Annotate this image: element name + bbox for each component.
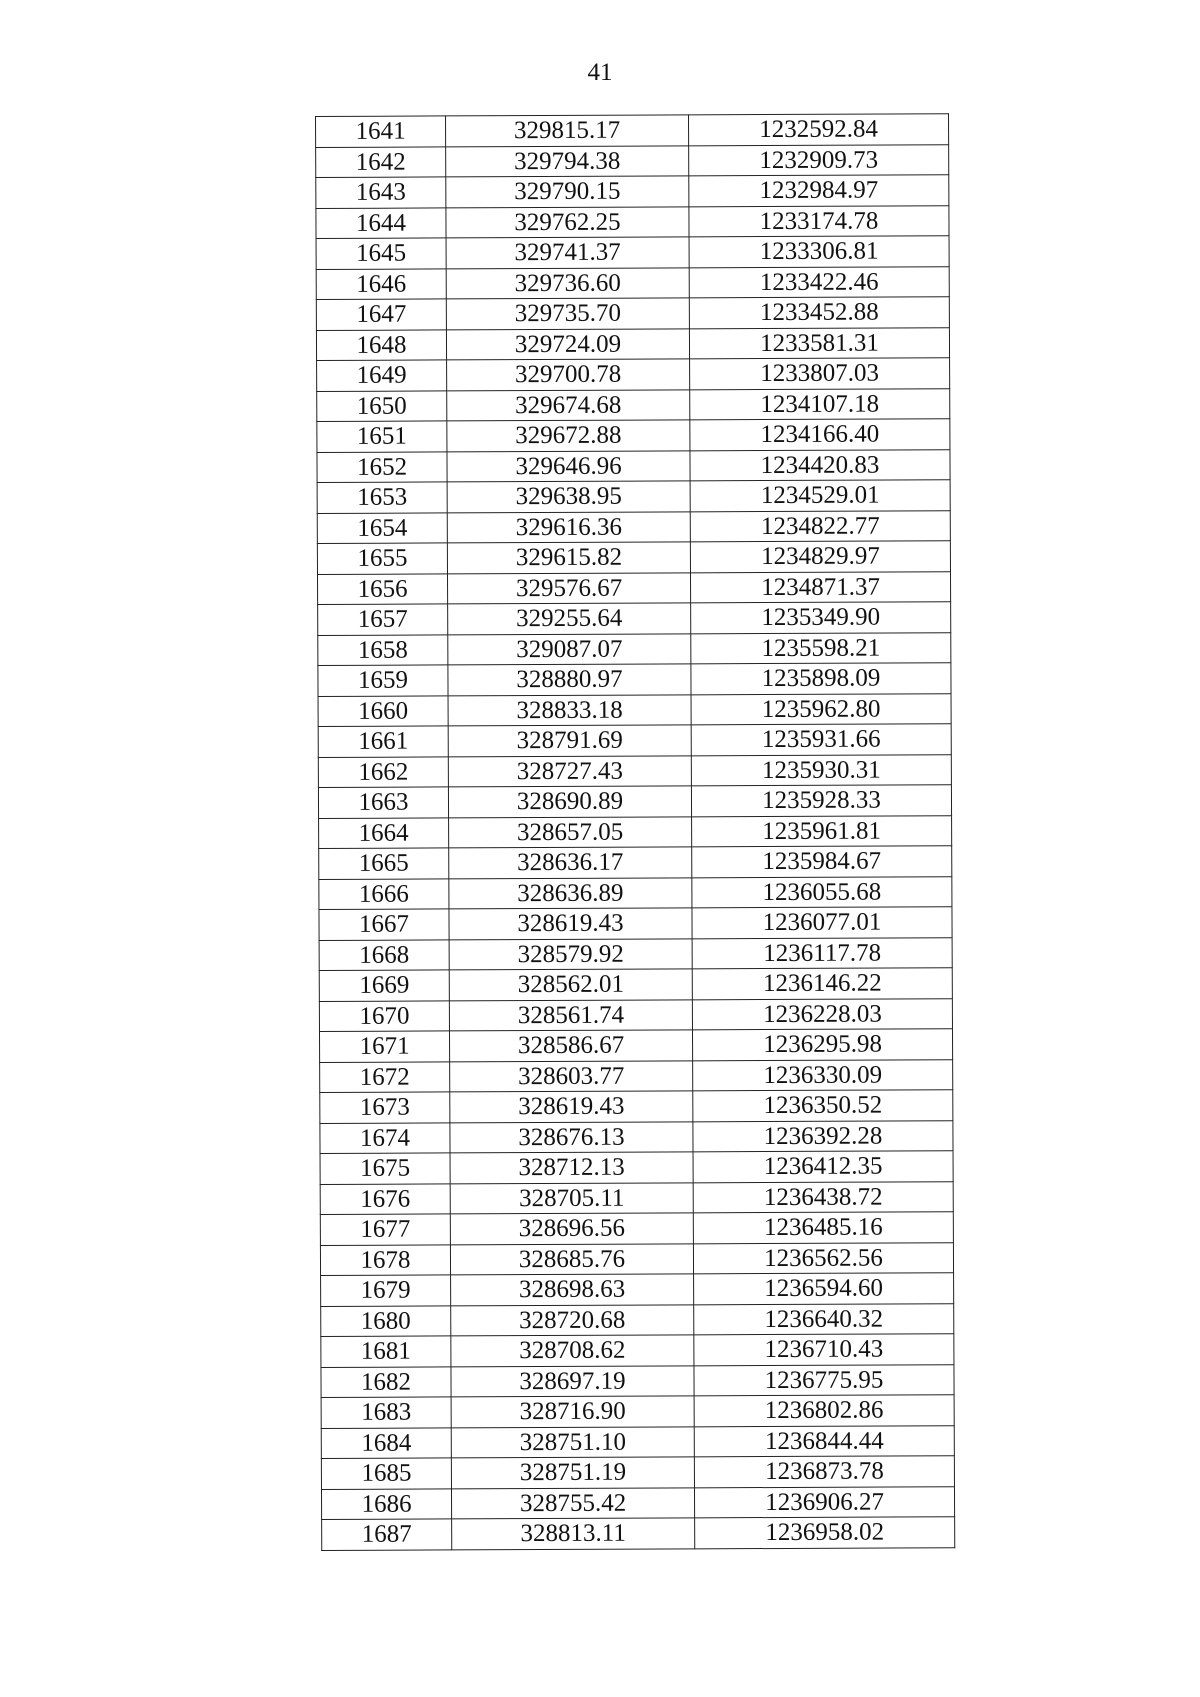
coordinates-table	[315, 113, 955, 1550]
point-number-cell: 1687	[322, 1519, 452, 1550]
point-number-cell: 1644	[316, 207, 446, 238]
point-number-cell: 1641	[316, 116, 446, 147]
point-number-cell: 1685	[321, 1458, 451, 1489]
table-row	[318, 785, 951, 818]
table-row	[321, 1273, 954, 1306]
y-coordinate-cell: 1234420.83	[690, 449, 950, 481]
x-coordinate-cell: 328712.13	[450, 1152, 693, 1184]
table-row	[319, 846, 952, 879]
x-coordinate-cell: 329616.36	[447, 511, 690, 543]
point-number-cell: 1647	[316, 299, 446, 330]
table-row	[317, 388, 950, 421]
y-coordinate-cell: 1233452.88	[689, 297, 949, 329]
x-coordinate-cell: 328636.17	[449, 847, 692, 879]
y-coordinate-cell: 1234871.37	[690, 571, 950, 603]
y-coordinate-cell: 1236228.03	[692, 998, 952, 1030]
x-coordinate-cell: 329255.64	[448, 603, 691, 635]
table-row	[320, 1059, 953, 1092]
y-coordinate-cell: 1232909.73	[689, 144, 949, 176]
coordinates-table-body	[316, 114, 955, 1550]
y-coordinate-cell: 1236146.22	[692, 968, 952, 1000]
y-coordinate-cell: 1233174.78	[689, 205, 949, 237]
x-coordinate-cell: 329790.15	[446, 176, 689, 208]
x-coordinate-cell: 329794.38	[446, 145, 689, 177]
y-coordinate-cell: 1232984.97	[689, 175, 949, 207]
x-coordinate-cell: 329736.60	[446, 267, 689, 299]
y-coordinate-cell: 1236906.27	[694, 1486, 954, 1518]
x-coordinate-cell: 328791.69	[448, 725, 691, 757]
y-coordinate-cell: 1236485.16	[693, 1212, 953, 1244]
point-number-cell: 1657	[318, 604, 448, 635]
x-coordinate-cell: 328751.19	[451, 1457, 694, 1489]
point-number-cell: 1674	[320, 1122, 450, 1153]
x-coordinate-cell: 329615.82	[447, 542, 690, 574]
y-coordinate-cell: 1235898.09	[691, 663, 951, 695]
y-coordinate-cell: 1235961.81	[692, 815, 952, 847]
table-row	[320, 1090, 953, 1123]
y-coordinate-cell: 1235349.90	[691, 602, 951, 634]
y-coordinate-cell: 1236117.78	[692, 937, 952, 969]
table-row	[317, 419, 950, 452]
y-coordinate-cell: 1233807.03	[690, 358, 950, 390]
x-coordinate-cell: 329087.07	[448, 633, 691, 665]
point-number-cell: 1679	[321, 1275, 451, 1306]
x-coordinate-cell: 328579.92	[449, 938, 692, 970]
y-coordinate-cell: 1236055.68	[692, 876, 952, 908]
point-number-cell: 1654	[317, 512, 447, 543]
y-coordinate-cell: 1236438.72	[693, 1181, 953, 1213]
y-coordinate-cell: 1236710.43	[694, 1334, 954, 1366]
x-coordinate-cell: 328696.56	[450, 1213, 693, 1245]
x-coordinate-cell: 329700.78	[447, 359, 690, 391]
table-row	[320, 1151, 953, 1184]
table-row	[319, 876, 952, 909]
x-coordinate-cell: 329646.96	[447, 450, 690, 482]
y-coordinate-cell: 1235598.21	[691, 632, 951, 664]
point-number-cell: 1671	[319, 1031, 449, 1062]
x-coordinate-cell: 328690.89	[448, 786, 691, 818]
y-coordinate-cell: 1236873.78	[694, 1456, 954, 1488]
x-coordinate-cell: 328751.10	[451, 1426, 694, 1458]
x-coordinate-cell: 328716.90	[451, 1396, 694, 1428]
point-number-cell: 1656	[317, 573, 447, 604]
y-coordinate-cell: 1236958.02	[695, 1517, 955, 1549]
table-row	[318, 693, 951, 726]
table-row	[317, 541, 950, 574]
y-coordinate-cell: 1236330.09	[693, 1059, 953, 1091]
table-row	[316, 175, 949, 208]
y-coordinate-cell: 1235984.67	[692, 846, 952, 878]
point-number-cell: 1655	[317, 543, 447, 574]
point-number-cell: 1659	[318, 665, 448, 696]
table-row	[316, 266, 949, 299]
x-coordinate-cell: 328833.18	[448, 694, 691, 726]
table-row	[317, 358, 950, 391]
x-coordinate-cell: 329576.67	[447, 572, 690, 604]
table-row	[321, 1486, 954, 1519]
y-coordinate-cell: 1234166.40	[690, 419, 950, 451]
point-number-cell: 1669	[319, 970, 449, 1001]
y-coordinate-cell: 1236844.44	[694, 1425, 954, 1457]
x-coordinate-cell: 328697.19	[451, 1365, 694, 1397]
x-coordinate-cell: 328657.05	[449, 816, 692, 848]
x-coordinate-cell: 329762.25	[446, 206, 689, 238]
table-row	[320, 1212, 953, 1245]
table-row	[322, 1517, 955, 1550]
y-coordinate-cell: 1235931.66	[691, 724, 951, 756]
point-number-cell: 1686	[321, 1488, 451, 1519]
y-coordinate-cell: 1234829.97	[690, 541, 950, 573]
point-number-cell: 1676	[320, 1183, 450, 1214]
x-coordinate-cell: 329724.09	[446, 328, 689, 360]
y-coordinate-cell: 1234107.18	[690, 388, 950, 420]
table-row	[318, 602, 951, 635]
table-row	[316, 297, 949, 330]
y-coordinate-cell: 1236295.98	[692, 1029, 952, 1061]
table-row	[318, 663, 951, 696]
x-coordinate-cell: 328708.62	[451, 1335, 694, 1367]
table-row	[317, 449, 950, 482]
table-row	[317, 571, 950, 604]
point-number-cell: 1684	[321, 1427, 451, 1458]
table-row	[316, 205, 949, 238]
page-number: 41	[587, 59, 613, 86]
x-coordinate-cell: 328755.42	[451, 1487, 694, 1519]
y-coordinate-cell: 1233581.31	[689, 327, 949, 359]
table-row	[318, 632, 951, 665]
table-row	[318, 754, 951, 787]
table-row	[319, 937, 952, 970]
x-coordinate-cell: 328685.76	[450, 1243, 693, 1275]
x-coordinate-cell: 329674.68	[447, 389, 690, 421]
y-coordinate-cell: 1236562.56	[693, 1242, 953, 1274]
point-number-cell: 1672	[320, 1061, 450, 1092]
x-coordinate-cell: 328562.01	[449, 969, 692, 1001]
table-row	[316, 236, 949, 269]
y-coordinate-cell: 1236594.60	[694, 1273, 954, 1305]
y-coordinate-cell: 1234822.77	[690, 510, 950, 542]
point-number-cell: 1678	[320, 1244, 450, 1275]
x-coordinate-cell: 329741.37	[446, 237, 689, 269]
x-coordinate-cell: 328586.67	[449, 1030, 692, 1062]
table-row	[321, 1425, 954, 1458]
point-number-cell: 1643	[316, 177, 446, 208]
point-number-cell: 1675	[320, 1153, 450, 1184]
x-coordinate-cell: 328727.43	[448, 755, 691, 787]
point-number-cell: 1681	[321, 1336, 451, 1367]
table-row	[319, 998, 952, 1031]
x-coordinate-cell: 328561.74	[449, 999, 692, 1031]
x-coordinate-cell: 328619.43	[450, 1091, 693, 1123]
y-coordinate-cell: 1236350.52	[693, 1090, 953, 1122]
x-coordinate-cell: 328636.89	[449, 877, 692, 909]
point-number-cell: 1652	[317, 451, 447, 482]
y-coordinate-cell: 1233306.81	[689, 236, 949, 268]
point-number-cell: 1664	[319, 817, 449, 848]
table-row	[319, 907, 952, 940]
y-coordinate-cell: 1236640.32	[694, 1303, 954, 1335]
table-row	[320, 1181, 953, 1214]
table-row	[316, 144, 949, 177]
point-number-cell: 1661	[318, 726, 448, 757]
point-number-cell: 1682	[321, 1366, 451, 1397]
point-number-cell: 1651	[317, 421, 447, 452]
point-number-cell: 1666	[319, 878, 449, 909]
table-row	[320, 1242, 953, 1275]
y-coordinate-cell: 1235928.33	[691, 785, 951, 817]
point-number-cell: 1670	[319, 1000, 449, 1031]
point-number-cell: 1662	[318, 756, 448, 787]
y-coordinate-cell: 1236077.01	[692, 907, 952, 939]
table-row	[319, 968, 952, 1001]
point-number-cell: 1648	[316, 329, 446, 360]
x-coordinate-cell: 329815.17	[446, 115, 689, 147]
y-coordinate-cell: 1236775.95	[694, 1364, 954, 1396]
point-number-cell: 1642	[316, 146, 446, 177]
point-number-cell: 1667	[319, 909, 449, 940]
y-coordinate-cell: 1236802.86	[694, 1395, 954, 1427]
point-number-cell: 1677	[320, 1214, 450, 1245]
point-number-cell: 1680	[321, 1305, 451, 1336]
x-coordinate-cell: 328705.11	[450, 1182, 693, 1214]
table-row	[321, 1364, 954, 1397]
x-coordinate-cell: 328603.77	[450, 1060, 693, 1092]
x-coordinate-cell: 329735.70	[446, 298, 689, 330]
point-number-cell: 1665	[319, 848, 449, 879]
x-coordinate-cell: 328880.97	[448, 664, 691, 696]
table-row	[316, 327, 949, 360]
y-coordinate-cell: 1233422.46	[689, 266, 949, 298]
table-row	[320, 1120, 953, 1153]
x-coordinate-cell: 328676.13	[450, 1121, 693, 1153]
point-number-cell: 1673	[320, 1092, 450, 1123]
y-coordinate-cell: 1232592.84	[688, 114, 948, 146]
y-coordinate-cell: 1235962.80	[691, 693, 951, 725]
point-number-cell: 1660	[318, 695, 448, 726]
x-coordinate-cell: 328619.43	[449, 908, 692, 940]
table-row	[321, 1456, 954, 1489]
point-number-cell: 1645	[316, 238, 446, 269]
point-number-cell: 1668	[319, 939, 449, 970]
point-number-cell: 1650	[317, 390, 447, 421]
x-coordinate-cell: 329638.95	[447, 481, 690, 513]
table-row	[321, 1334, 954, 1367]
x-coordinate-cell: 328720.68	[451, 1304, 694, 1336]
point-number-cell: 1658	[318, 634, 448, 665]
x-coordinate-cell: 328813.11	[452, 1518, 695, 1550]
table-row	[317, 510, 950, 543]
y-coordinate-cell: 1234529.01	[690, 480, 950, 512]
table-row	[317, 480, 950, 513]
y-coordinate-cell: 1235930.31	[691, 754, 951, 786]
x-coordinate-cell: 329672.88	[447, 420, 690, 452]
point-number-cell: 1653	[317, 482, 447, 513]
point-number-cell: 1649	[317, 360, 447, 391]
table-row	[316, 114, 949, 147]
table-row	[321, 1303, 954, 1336]
y-coordinate-cell: 1236412.35	[693, 1151, 953, 1183]
table-row	[319, 815, 952, 848]
y-coordinate-cell: 1236392.28	[693, 1120, 953, 1152]
table-row	[318, 724, 951, 757]
point-number-cell: 1663	[318, 787, 448, 818]
point-number-cell: 1646	[316, 268, 446, 299]
point-number-cell: 1683	[321, 1397, 451, 1428]
table-row	[321, 1395, 954, 1428]
x-coordinate-cell: 328698.63	[451, 1274, 694, 1306]
table-row	[319, 1029, 952, 1062]
